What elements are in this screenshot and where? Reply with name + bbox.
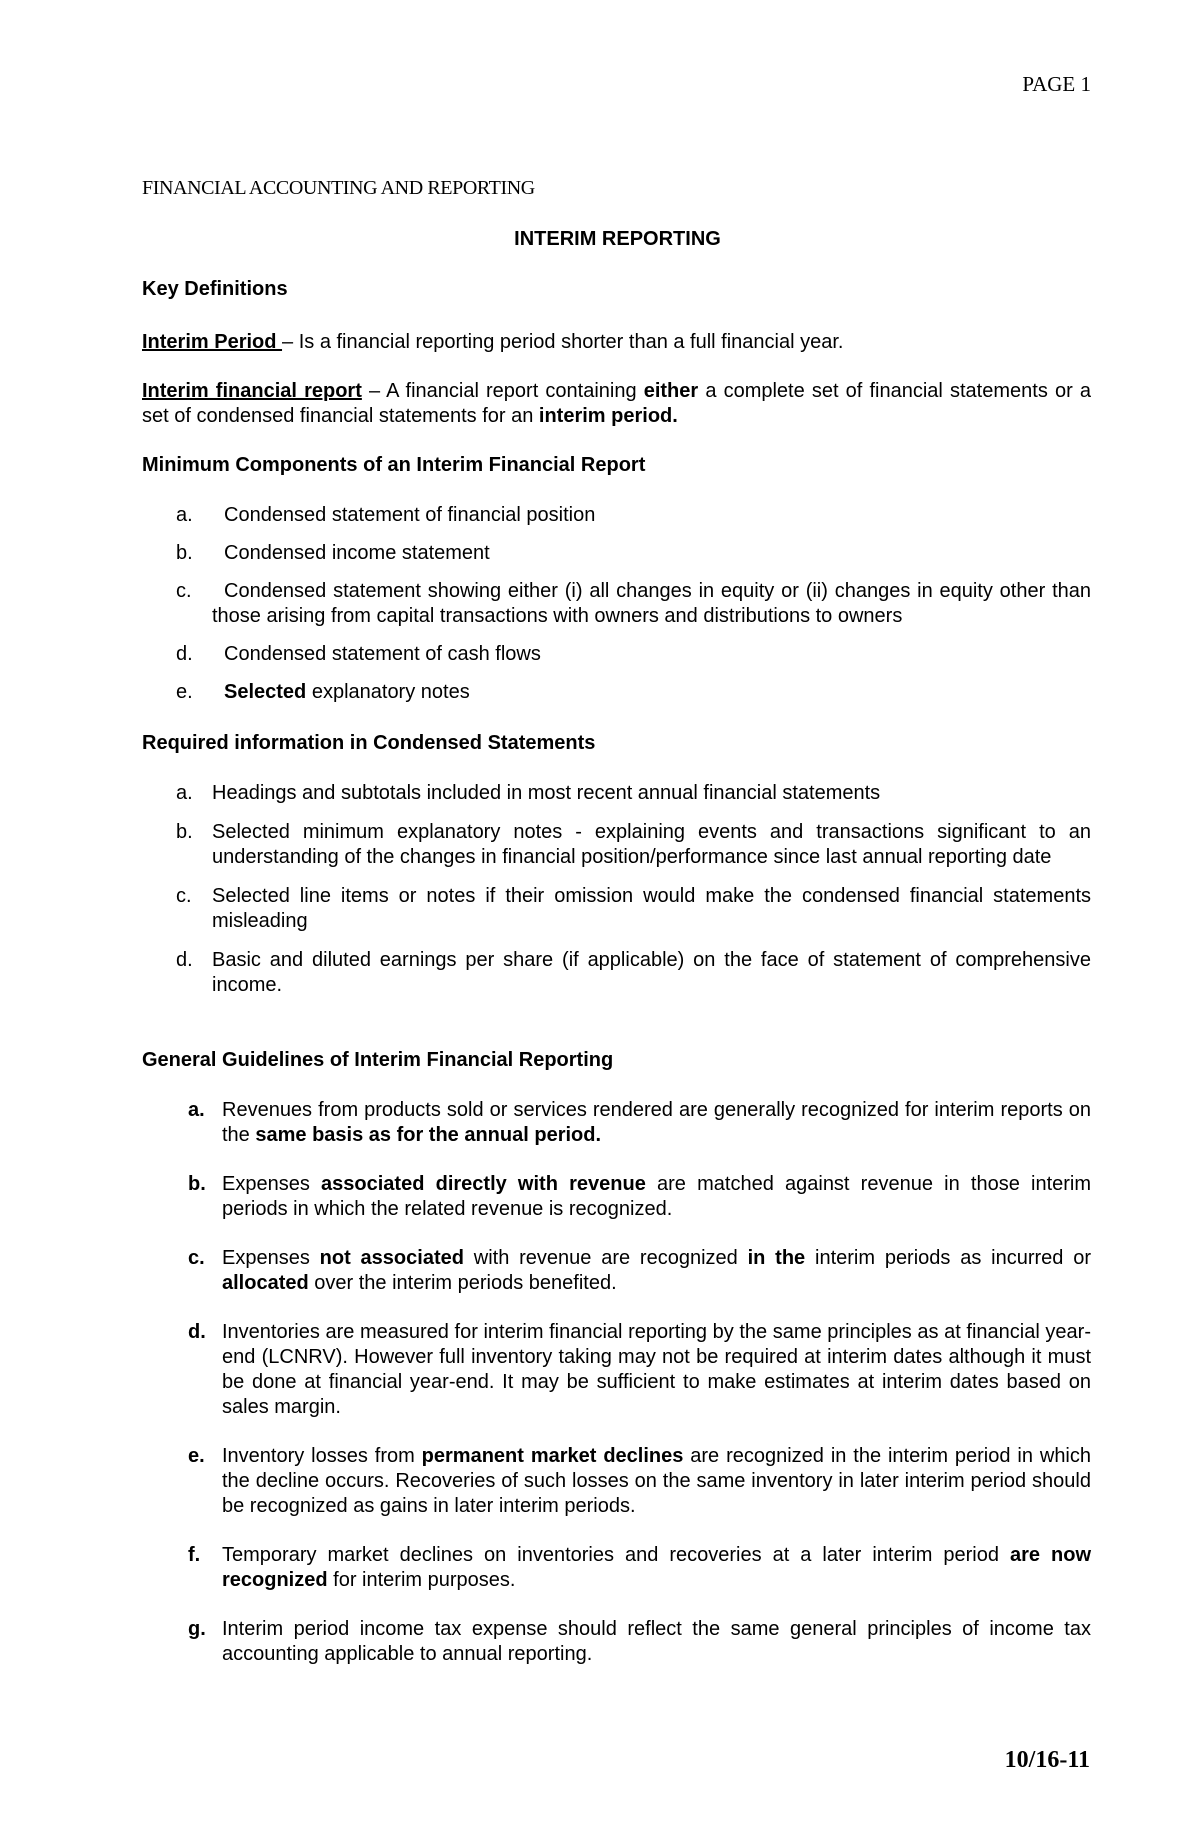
components-list	[142, 503, 1091, 705]
definition-emphasis: either	[643, 380, 699, 402]
list-emphasis: permanent market declines	[421, 1445, 684, 1467]
document-title: INTERIM REPORTING	[514, 228, 721, 250]
list-text: Temporary market declines on inventories and recoveries at a later interim period	[222, 1544, 1010, 1566]
list-item	[142, 1098, 1091, 1148]
list-marker: d.	[176, 949, 193, 971]
term-interim-period: Interim Period	[142, 331, 283, 353]
list-text: Expenses	[222, 1173, 322, 1195]
list-text: Revenues from products sold or services rendered are generally recognized for interim reports on the	[222, 1099, 1091, 1146]
list-text: Inventories are measured for interim financial reporting by the same principles as at financial year-end (LCNRV). However full inventory taking may not be required at interim dates although it must be done at financial year-end. It may be sufficient to make estimates at interim dates based on sales margin.	[222, 1321, 1091, 1418]
list-marker: d.	[176, 643, 193, 665]
list-marker: b.	[176, 821, 193, 843]
required-info-list	[142, 781, 1091, 998]
list-item	[142, 1172, 1091, 1222]
list-text: explanatory notes	[306, 681, 470, 703]
list-item	[142, 820, 1091, 870]
list-marker: b.	[176, 542, 193, 564]
list-text: are matched against revenue in those interim periods in which the related revenue is recognized.	[222, 1173, 1092, 1220]
list-text: for interim purposes.	[327, 1569, 516, 1591]
list-text: Expenses	[222, 1247, 320, 1269]
list-emphasis: associated directly with revenue	[321, 1173, 646, 1195]
list-text: Selected line items or notes if their omission would make the condensed financial statements misleading	[212, 885, 1091, 932]
list-item	[142, 884, 1091, 934]
list-text: Headings and subtotals included in most recent annual financial statements	[212, 782, 881, 804]
list-marker: g.	[188, 1618, 206, 1640]
list-marker: c.	[176, 885, 192, 907]
term-interim-report: Interim financial report	[142, 380, 362, 402]
list-text: Condensed statement showing either (i) all changes in equity or (ii) changes in equity other than those arising from capital transactions with owners and distributions to owners	[212, 580, 1091, 627]
list-emphasis: same basis as for the annual period.	[255, 1124, 602, 1146]
list-emphasis: allocated	[222, 1272, 309, 1294]
footer-code: 10/16-11	[1004, 1747, 1090, 1773]
definition-interim-report	[142, 379, 1091, 429]
list-marker: e.	[176, 681, 193, 703]
list-item	[142, 1246, 1091, 1296]
components-heading: Minimum Components of an Interim Financial Report	[142, 454, 646, 476]
list-item	[142, 948, 1091, 998]
list-item	[142, 1444, 1091, 1519]
list-emphasis: Selected	[224, 681, 307, 703]
list-text: Basic and diluted earnings per share (if applicable) on the face of statement of comprehensive income.	[212, 949, 1091, 996]
list-text: are recognized in the interim period in which the decline occurs. Recoveries of such losses on the same inventory in later interim period should be recognized as gains in later interim periods.	[222, 1445, 1092, 1517]
list-text: Selected minimum explanatory notes - explaining events and transactions significant to an understanding of the changes in financial position/performance since last annual reporting date	[212, 821, 1091, 868]
list-marker: e.	[188, 1445, 205, 1467]
list-item	[142, 1320, 1091, 1420]
list-marker: d.	[188, 1321, 206, 1343]
list-marker: b.	[188, 1173, 206, 1195]
list-item	[142, 680, 1091, 705]
guidelines-heading: General Guidelines of Interim Financial Reporting	[142, 1049, 614, 1071]
list-text: Inventory losses from	[222, 1445, 422, 1467]
list-marker: a.	[188, 1099, 205, 1121]
page-number: PAGE 1	[1022, 72, 1091, 96]
list-text: Condensed statement of cash flows	[224, 643, 541, 665]
list-text: with revenue are recognized	[463, 1247, 748, 1269]
list-text: interim periods as incurred or	[805, 1247, 1092, 1269]
list-text: Condensed income statement	[224, 542, 490, 564]
list-emphasis: are now recognized	[222, 1544, 1091, 1591]
list-text: over the interim periods benefited.	[308, 1272, 617, 1294]
list-item	[142, 781, 1091, 806]
list-marker: a.	[176, 782, 193, 804]
key-definitions-heading: Key Definitions	[142, 278, 288, 300]
definition-text: – Is a financial reporting period shorter than a full financial year.	[282, 331, 844, 353]
list-item	[142, 1617, 1091, 1667]
list-marker: f.	[188, 1544, 201, 1566]
definition-text: a complete set of financial statements or a set of condensed financial statements for an	[142, 380, 1091, 427]
definition-text: – A financial report containing	[361, 380, 644, 402]
definition-interim-period	[142, 330, 1091, 355]
list-item	[142, 503, 1091, 528]
course-title: FINANCIAL ACCOUNTING AND REPORTING	[142, 177, 535, 199]
list-marker: c.	[176, 580, 192, 602]
list-emphasis: not associated	[319, 1247, 464, 1269]
list-emphasis: in the	[747, 1247, 806, 1269]
required-info-heading: Required information in Condensed Statements	[142, 732, 596, 754]
list-marker: c.	[188, 1247, 205, 1269]
list-item	[142, 642, 1091, 667]
list-item	[142, 541, 1091, 566]
definition-emphasis: interim period.	[538, 405, 678, 427]
list-item	[142, 1543, 1091, 1593]
list-marker: a.	[176, 504, 193, 526]
list-text: Interim period income tax expense should reflect the same general principles of income tax accounting applicable to annual reporting.	[222, 1618, 1091, 1665]
guidelines-list	[142, 1098, 1091, 1667]
list-text: Condensed statement of financial position	[224, 504, 596, 526]
list-item	[142, 579, 1091, 629]
